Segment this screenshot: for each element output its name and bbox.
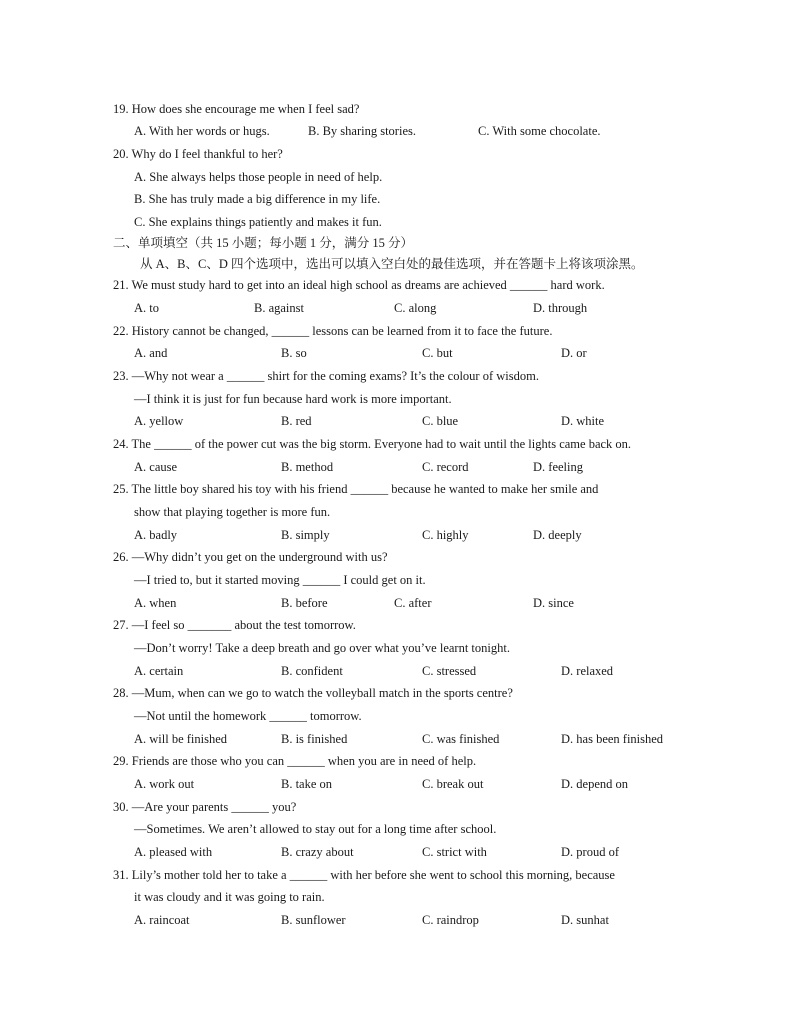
q26-option-a: A. when bbox=[134, 596, 177, 610]
q26-reply: —I tried to, but it started moving ______ I could get on it. bbox=[134, 573, 426, 587]
q31-option-a: A. raincoat bbox=[134, 913, 190, 927]
q27-reply: —Don’t worry! Take a deep breath and go over what you’ve learnt tonight. bbox=[134, 641, 510, 655]
q30-option-c: C. strict with bbox=[422, 845, 487, 859]
question-24-stem: 24. The ______ of the power cut was the big storm. Everyone had to wait until the lights came back on. bbox=[113, 437, 632, 451]
q20-option-c: C. She explains things patiently and makes it fun. bbox=[134, 215, 382, 229]
q29-option-a: A. work out bbox=[134, 777, 195, 791]
q30-option-a: A. pleased with bbox=[134, 845, 213, 859]
q30-reply: —Sometimes. We aren’t allowed to stay out for a long time after school. bbox=[134, 822, 497, 836]
question-30-stem: 30. —Are your parents ______ you? bbox=[113, 800, 297, 814]
q27-option-a: A. certain bbox=[134, 664, 184, 678]
q23-reply: —I think it is just for fun because hard work is more important. bbox=[134, 392, 452, 406]
q25-option-b: B. simply bbox=[281, 528, 330, 542]
q31-stem-continued: it was cloudy and it was going to rain. bbox=[134, 890, 325, 904]
q26-option-c: C. after bbox=[394, 596, 432, 610]
question-27-stem: 27. —I feel so _______ about the test tomorrow. bbox=[113, 618, 356, 632]
question-22-stem: 22. History cannot be changed, ______ lessons can be learned from it to face the future. bbox=[113, 324, 553, 338]
question-26-stem: 26. —Why didn’t you get on the underground with us? bbox=[113, 550, 388, 564]
q21-option-c: C. along bbox=[394, 301, 437, 315]
question-23-stem: 23. —Why not wear a ______ shirt for the coming exams? It’s the colour of wisdom. bbox=[113, 369, 539, 383]
q27-option-c: C. stressed bbox=[422, 664, 477, 678]
q25-option-c: C. highly bbox=[422, 528, 469, 542]
q28-reply: —Not until the homework ______ tomorrow. bbox=[134, 709, 362, 723]
q19-option-c: C. With some chocolate. bbox=[478, 124, 601, 138]
q29-option-d: D. depend on bbox=[561, 777, 628, 791]
question-28-stem: 28. —Mum, when can we go to watch the volleyball match in the sports centre? bbox=[113, 686, 513, 700]
q31-option-b: B. sunflower bbox=[281, 913, 346, 927]
q22-option-b: B. so bbox=[281, 346, 307, 360]
q30-option-b: B. crazy about bbox=[281, 845, 354, 859]
q25-option-d: D. deeply bbox=[533, 528, 582, 542]
q24-option-b: B. method bbox=[281, 460, 334, 474]
section-instructions: 从 A、B、C、D 四个选项中，选出可以填入空白处的最佳选项，并在答题卡上将该项涂黑。 bbox=[140, 257, 644, 271]
q23-option-a: A. yellow bbox=[134, 414, 184, 428]
q28-option-d: D. has been finished bbox=[561, 732, 664, 746]
q29-option-c: C. break out bbox=[422, 777, 484, 791]
section-heading: 二、单项填空（共 15 小题；每小题 1 分，满分 15 分） bbox=[113, 236, 414, 250]
q19-option-a: A. With her words or hugs. bbox=[134, 124, 270, 138]
question-31-stem: 31. Lily’s mother told her to take a ______ with her before she went to school this morning, because bbox=[113, 868, 615, 882]
question-25-stem: 25. The little boy shared his toy with his friend ______ because he wanted to make her smile and bbox=[113, 482, 599, 496]
q27-option-d: D. relaxed bbox=[561, 664, 614, 678]
q31-option-d: D. sunhat bbox=[561, 913, 609, 927]
q26-option-d: D. since bbox=[533, 596, 574, 610]
q31-option-c: C. raindrop bbox=[422, 913, 479, 927]
q19-option-b: B. By sharing stories. bbox=[308, 124, 416, 138]
q26-option-b: B. before bbox=[281, 596, 328, 610]
question-19-stem: 19. How does she encourage me when I feel sad? bbox=[113, 102, 360, 116]
question-29-stem: 29. Friends are those who you can ______ when you are in need of help. bbox=[113, 754, 477, 768]
q23-option-b: B. red bbox=[281, 414, 312, 428]
q28-option-b: B. is finished bbox=[281, 732, 348, 746]
q20-option-b: B. She has truly made a big difference in my life. bbox=[134, 192, 381, 206]
question-20-stem: 20. Why do I feel thankful to her? bbox=[113, 147, 283, 161]
q28-option-c: C. was finished bbox=[422, 732, 500, 746]
question-21-stem: 21. We must study hard to get into an ideal high school as dreams are achieved ______ hard work. bbox=[113, 278, 605, 292]
q24-option-d: D. feeling bbox=[533, 460, 583, 474]
q25-option-a: A. badly bbox=[134, 528, 178, 542]
q29-option-b: B. take on bbox=[281, 777, 333, 791]
q22-option-d: D. or bbox=[561, 346, 587, 360]
q24-option-a: A. cause bbox=[134, 460, 178, 474]
q27-option-b: B. confident bbox=[281, 664, 343, 678]
q25-stem-continued: show that playing together is more fun. bbox=[134, 505, 331, 519]
q21-option-a: A. to bbox=[134, 301, 159, 315]
q22-option-a: A. and bbox=[134, 346, 168, 360]
q21-option-b: B. against bbox=[254, 301, 304, 315]
q21-option-d: D. through bbox=[533, 301, 588, 315]
q22-option-c: C. but bbox=[422, 346, 453, 360]
q20-option-a: A. She always helps those people in need of help. bbox=[134, 170, 383, 184]
q23-option-d: D. white bbox=[561, 414, 605, 428]
q30-option-d: D. proud of bbox=[561, 845, 619, 859]
q24-option-c: C. record bbox=[422, 460, 469, 474]
q23-option-c: C. blue bbox=[422, 414, 459, 428]
q28-option-a: A. will be finished bbox=[134, 732, 228, 746]
